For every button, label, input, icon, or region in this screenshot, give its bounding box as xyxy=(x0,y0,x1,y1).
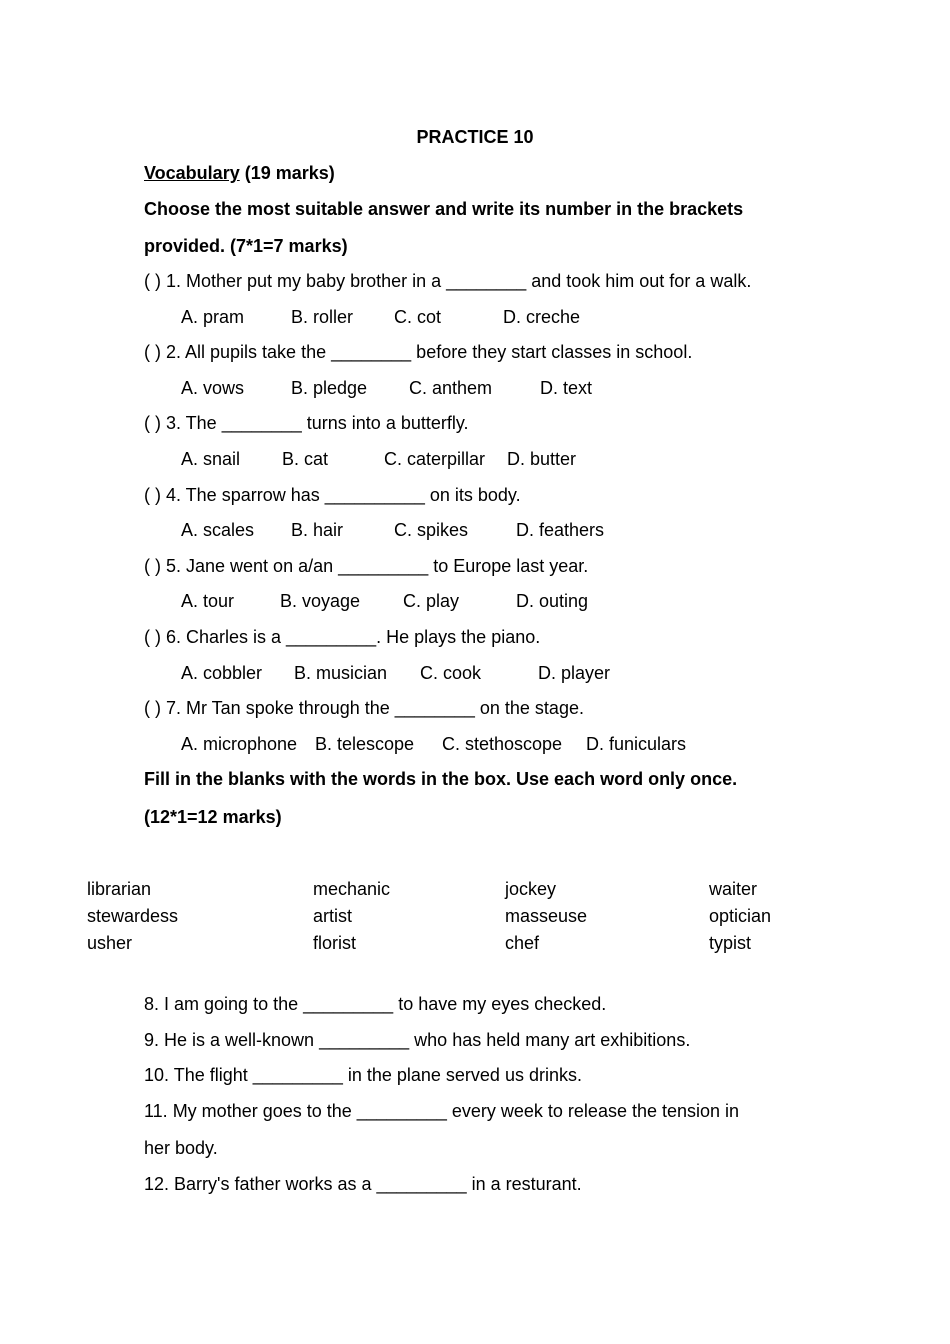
word-box-word: stewardess xyxy=(87,906,179,926)
word-box-word: artist xyxy=(313,906,353,926)
fill-question-12: 12. Barry's father works as a _________ in a resturant. xyxy=(144,1174,582,1194)
question-7: ( ) 7. Mr Tan spoke through the ________ on the stage. xyxy=(144,698,584,718)
section-heading-marks: (19 marks) xyxy=(239,163,335,183)
question-3: ( ) 3. The ________ turns into a butterfly. xyxy=(144,413,469,433)
q1-option-b: B. roller xyxy=(291,307,354,327)
q6-option-d: D. player xyxy=(538,663,611,683)
instruction-line-1: Choose the most suitable answer and write its number in the brackets xyxy=(144,199,744,219)
question-1: ( ) 1. Mother put my baby brother in a ________ and took him out for a walk. xyxy=(144,271,752,291)
question-2: ( ) 2. All pupils take the ________ before they start classes in school. xyxy=(144,342,693,362)
q6-option-b: B. musician xyxy=(294,663,388,683)
q1-option-d: D. creche xyxy=(503,307,581,327)
fill-instruction-line-1: Fill in the blanks with the words in the box. Use each word only once. xyxy=(144,769,738,789)
fill-question-11: 11. My mother goes to the _________ every week to release the tension in xyxy=(144,1101,740,1121)
q4-option-b: B. hair xyxy=(291,520,344,540)
q7-option-c: C. stethoscope xyxy=(442,734,563,754)
q6-option-a: A. cobbler xyxy=(181,663,263,683)
word-box-word: optician xyxy=(709,906,772,926)
q7-option-b: B. telescope xyxy=(315,734,415,754)
q2-option-c: C. anthem xyxy=(409,378,493,398)
q3-option-c: C. caterpillar xyxy=(384,449,486,469)
word-box-word: florist xyxy=(313,933,357,953)
question-6: ( ) 6. Charles is a _________. He plays the piano. xyxy=(144,627,541,647)
q4-option-d: D. feathers xyxy=(516,520,605,540)
fill-instruction-line-2: (12*1=12 marks) xyxy=(144,807,282,827)
word-box-word: masseuse xyxy=(505,906,588,926)
q7-option-d: D. funiculars xyxy=(586,734,687,754)
q3-option-d: D. butter xyxy=(507,449,577,469)
word-box-word: chef xyxy=(505,933,540,953)
q2-option-a: A. vows xyxy=(181,378,245,398)
q5-option-b: B. voyage xyxy=(280,591,361,611)
fill-question-9: 9. He is a well-known _________ who has held many art exhibitions. xyxy=(144,1030,691,1050)
q6-option-c: C. cook xyxy=(420,663,482,683)
q5-option-d: D. outing xyxy=(516,591,589,611)
q2-option-b: B. pledge xyxy=(291,378,368,398)
q4-option-c: C. spikes xyxy=(394,520,469,540)
word-box-word: jockey xyxy=(505,879,557,899)
fill-question-11-continued: her body. xyxy=(144,1138,218,1158)
q2-option-d: D. text xyxy=(540,378,593,398)
word-box-word: typist xyxy=(709,933,752,953)
section-heading-label: Vocabulary xyxy=(144,163,240,183)
q5-option-c: C. play xyxy=(403,591,460,611)
instruction-line-2: provided. (7*1=7 marks) xyxy=(144,236,348,256)
fill-question-8: 8. I am going to the _________ to have my eyes checked. xyxy=(144,994,607,1014)
q4-option-a: A. scales xyxy=(181,520,255,540)
question-4: ( ) 4. The sparrow has __________ on its body. xyxy=(144,485,521,505)
q7-option-a: A. microphone xyxy=(181,734,298,754)
q3-option-a: A. snail xyxy=(181,449,241,469)
word-box-word: librarian xyxy=(87,879,152,899)
fill-question-10: 10. The flight _________ in the plane served us drinks. xyxy=(144,1065,582,1085)
q5-option-a: A. tour xyxy=(181,591,235,611)
section-heading-vocabulary xyxy=(144,162,335,184)
q1-option-a: A. pram xyxy=(181,307,245,327)
word-box-word: mechanic xyxy=(313,879,391,899)
word-box-word: usher xyxy=(87,933,133,953)
word-box-word: waiter xyxy=(709,879,758,899)
q1-option-c: C. cot xyxy=(394,307,442,327)
question-5: ( ) 5. Jane went on a/an _________ to Europe last year. xyxy=(144,556,589,576)
page-title: PRACTICE 10 xyxy=(416,127,534,147)
q3-option-b: B. cat xyxy=(282,449,329,469)
